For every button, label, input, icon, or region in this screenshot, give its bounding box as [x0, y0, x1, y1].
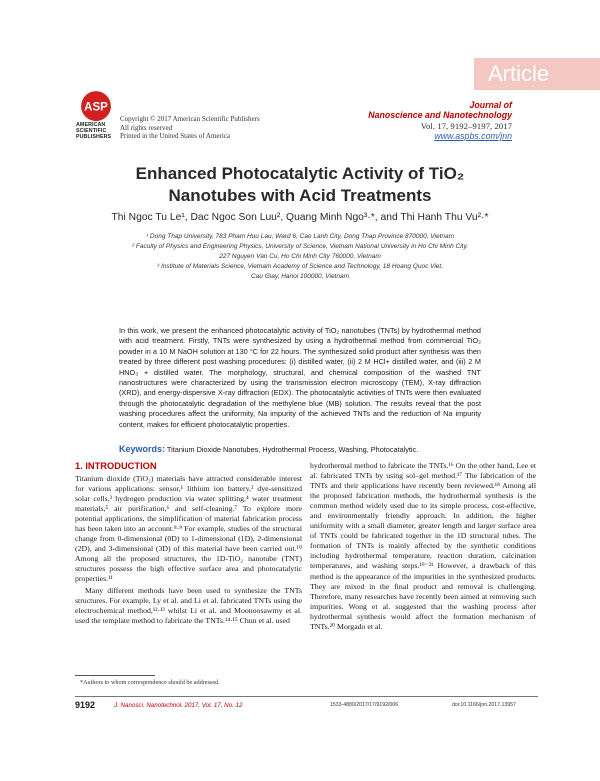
affiliation: ³ Institute of Materials Science, Vietnam Academy of Science and Technology, 18 Hoang Quoc Viet,: [156, 263, 444, 270]
issn-code: 1533-4880/2017/17/9192/006: [330, 702, 399, 708]
body-column-left: [75, 474, 302, 626]
publisher-name: AMERICAN SCIENTIFIC PUBLISHERS: [76, 122, 112, 140]
asp-logo-icon: [76, 90, 116, 122]
abstract: In this work, we present the enhanced photocatalytic activity of TiO₂ nanotubes (TNTs) by hydrothermal method with acid treatment. Firstly, TNTs were synthesized by using a hydrothermal method from commercial TiO₂ powder in a 10 M NaOH solution at 130 °C for 22 hours. The synthesized solid product after synthesis was then treated by three different post washing procedures: (i) distilled water, (ii) 2 M HCl+ distilled water, and (iii) 2 M HNO₃ + distilled water. The morphology, structural, and chemical composition of the washed TNT nanostructures were characterized by using the transmission electron microscopy (TEM), X-ray diffraction (XRD), and energy-dispersive X-ray diffraction (EDX). The photocatalytic activities of TNTs were then evaluated through the photocatalytic degradation of the methylene blue (MB) solution. The results reveal that the post washing procedures affect the uniformity, Na impurity of the achieved TNTs and the reduction of Na impurity content, makes for efficient photocatalytic properties.: [119, 326, 481, 429]
body-column-right: [310, 461, 536, 632]
keywords-list: Titanium Dioxide Nanotubes, Hydrothermal Process, Washing, Photocatalytic.: [166, 445, 419, 454]
keywords-label: Keywords:: [119, 444, 166, 454]
volume-info: Vol. 17, 9192–9197, 2017: [420, 120, 512, 131]
correspondence-footnote: *Authors to whom correspondence should be addressed.: [80, 679, 220, 686]
author-list: Thi Ngoc Tu Le¹, Dac Ngoc Son Luu², Quang Minh Ngo³·*, and Thi Hanh Thu Vu²·*: [111, 212, 489, 223]
affiliations: [90, 232, 510, 282]
journal-name-line-2: Nanoscience and Nanotechnology: [368, 110, 512, 121]
paragraph: hydrothermal method to fabricate the TNTs.¹⁶ On the other hand, Lee et al. fabricated TNTs by using sol–gel method.¹⁷ The fabrication of the TNTs and their applications have recently been reviewed.¹⁸ Among all the proposed fabrication methods, the hydrothermal synthesis is the common method widely used due to its simple process, cost-effective, and environmentally friendly approach. In addition, the higher uniformity with a small diameter, greater length and larger surface area of TNTs could be fabricated together in the 1D structural tubes. The formation of TNTs is mainly affected by the synthetic conditions including hydrothermal temperature, reaction duration, calcination temperatures, and washing steps.¹⁹⁻²¹ However, a drawback of this method is the appearance of the impurities in the synthesized products. They are mixed in the final product and removal is challenging. Therefore, many researches have recently been aimed at removing such impurities. Wong et al. suggested that the washing process after hydrothermal synthesis would affect the formation mechanism of TNTs.²⁰ Morgado et al.: [310, 461, 536, 631]
copyright-notice: Copyright © 2017 American Scientific Publishers All rights reserved Printed in the United States of America: [120, 115, 260, 141]
doi-link[interactable]: doi:10.1166/jnn.2017.13957: [452, 702, 516, 708]
journal-name-line-1: Journal of: [469, 100, 512, 110]
affiliation: Cau Giay, Hanoi 100000, Vietnam: [250, 273, 350, 280]
section-heading-introduction: 1. INTRODUCTION: [75, 461, 157, 471]
journal-url-link[interactable]: www.aspbs.com/jnn: [434, 131, 512, 142]
journal-citation: J. Nanosci. Nanotechnol. 2017, Vol. 17, No. 12: [114, 702, 243, 709]
article-type-tab: [474, 58, 600, 90]
affiliation: ² Faculty of Physics and Engineering Physics, University of Science, Vietnam National University in Ho Chi Minh City,: [131, 243, 469, 250]
paragraph: Many different methods have been used to synthesize the TNTs structures. For example, Ly et al. and Li et al. fabricated TNTs using the electrochemical method,¹²·¹³ whilst Li et al. and Moonoosawmy et al. used the template method to fabricate the TNTs.¹⁴·¹⁵ Chun et al. used: [75, 585, 302, 625]
affiliation: 227 Nguyen Van Cu, Ho Chi Minh City 760000, Vietnam: [219, 253, 381, 260]
paragraph: Titanium dioxide (TiO₂) materials have attracted considerable interest for various applications: sensor,¹ lithium ion battery,² dye-sensitized solar cells,³ hydrogen production via water splitting,⁴ water treatment materials,⁵ air purification,⁶ and self-cleaning.⁷ To explore more potential applications, the simplification of material fabrication process has been taken into an account.⁸·⁹ For example, studies of the structural change from 0-dimensional (0D) to 1-dimensional (1D), 2-dimensional (2D), and 3-dimensional (3D) of this material have been carried out.¹⁰ Among all the proposed structures, the 1D-TiO₂ nanotube (TNT) structures possess the high effective surface area and photocatalytic properties.¹¹: [75, 474, 302, 584]
page-number: 9192: [75, 700, 96, 710]
paper-title: Enhanced Photocatalytic Activity of TiO₂ Nanotubes with Acid Treatments: [135, 164, 465, 205]
footnote-divider: [75, 675, 155, 676]
footer-divider: [75, 696, 538, 697]
keywords-line: [119, 444, 519, 454]
article-type-label: Article: [488, 61, 550, 86]
journal-info: [368, 100, 512, 142]
logo-text: ASP: [84, 101, 108, 114]
affiliation: ¹ Dong Thap University, 783 Pham Huu Lau, Ward 6, Cao Lanh City, Dong Thap Province 870000, Vietnam: [145, 233, 455, 240]
